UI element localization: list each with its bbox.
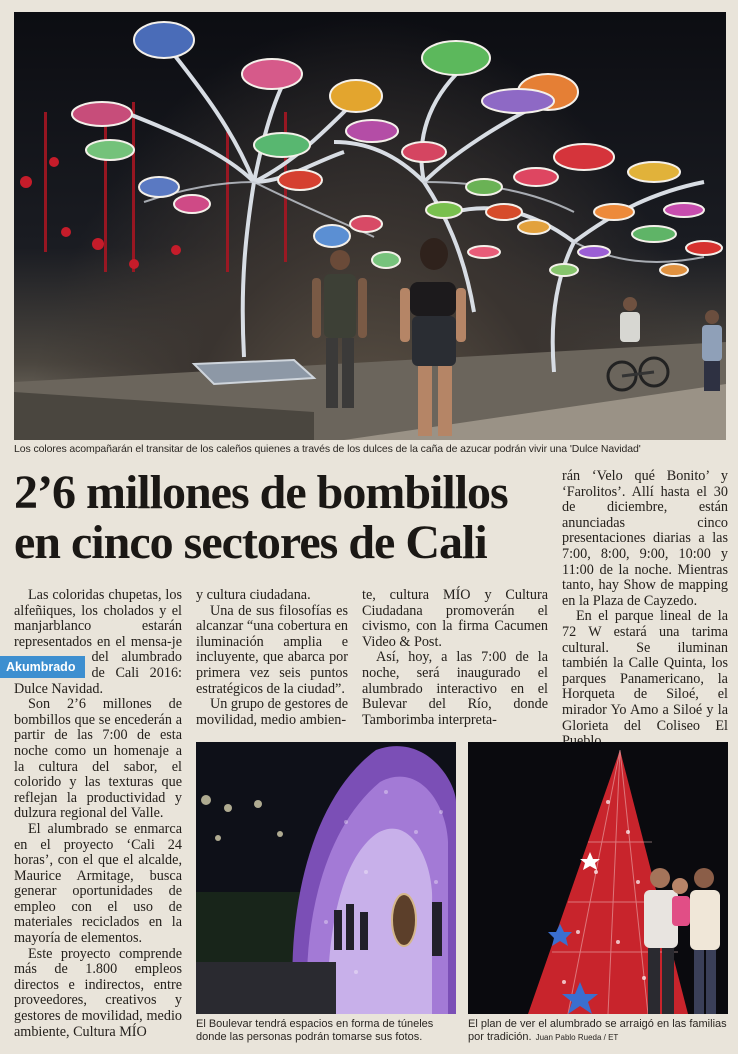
hero-photo-caption: Los colores acompañarán el transitar de los caleños quienes a través de los dulces de la caña de azucar podrán vivir una 'Dulce Navidad' (14, 443, 641, 455)
paragraph: Una de sus filosofías es alcanzar “una cobertura en iluminación amplia e incluyente, que abarca por primera vez seis puntos estratégicos de la ciudad”. (196, 602, 348, 697)
paragraph: te, cultura MÍO y Cultura Ciudadana promoverán el civismo, con la firma Cacumen Video & Post. (362, 587, 548, 650)
photo-credit: Juan Pablo Rueda / ET (535, 1033, 619, 1042)
article-column-2 (196, 588, 348, 728)
christmas-tree-photo (468, 742, 728, 1014)
christmas-tree-photo-caption: El plan de ver el alumbrado se arraigó en las familias por tradición. Juan Pablo Rueda / ET (468, 1018, 727, 1043)
paragraph: Las coloridas chupetas, los alfeñiques, los cholados y el manjarblanco estarán representados en el mensa- Akumbrado je del alumbrado de Cali 2016: Dulce Navidad. (14, 588, 182, 697)
article-column-3 (362, 588, 548, 728)
tunnel-photo-caption: El Boulevar tendrá espacios en forma de túneles donde las personas podrán tomarse sus fotos. (196, 1018, 434, 1043)
paragraph: Son 2’6 millones de bombillos que se encederán a partir de las 7:00 de esta noche como un homenaje a la cultura del sabor, el colorido y las texturas que reflejan la productividad y dulzura regional del Valle. (14, 696, 182, 822)
paragraph: y cultura ciudadana. (196, 587, 311, 603)
paragraph: Este proyecto comprende más de 1.800 empleos directos e indirectos, entre proveedores, creativos y gestores de movilidad, medio ambiente, Cultura MÍO (14, 945, 182, 1040)
paragraph: El alumbrado se enmarca en el proyecto ‘Cali 24 horas’, con el que el alcalde, Maurice Armitage, busca generar oportunidades de empleo con el uso de materiales reciclados en la mayoría de elementos. (14, 820, 182, 947)
paragraph: rán ‘Velo qué Bonito’ y ‘Farolitos’. Allí hasta el 30 de diciembre, están anunciadas cinco presentaciones diarias a las 7:00, 8:00, 9:00, 10:00 y 11:00 de la noche. Mientras tanto, hay Show de mapping en la Plaza de Cayzedo. (562, 468, 728, 609)
paragraph: En el parque lineal de la 72 W estará una tarima cultural. Se iluminan también la Calle Quinta, los parques Panamericano, la Horqueta de Siloé, el mirador Yo Amo a Siloé y la Glorieta del Coliseo El (562, 608, 728, 734)
article-column-4 (562, 469, 728, 750)
tunnel-photo (196, 742, 456, 1014)
hero-photo (14, 12, 726, 440)
section-tag: Akumbrado (0, 656, 85, 678)
article-column-1 (6, 587, 182, 1040)
paragraph: Así, hoy, a las 7:00 de la noche, será inaugurado el alumbrado interactivo en el Bulevar del Río, donde Tamborimba interpreta- (362, 649, 548, 728)
paragraph: Un grupo de gestores de movilidad, medio ambien- (196, 696, 348, 728)
headline: 2’6 millones de bombillos en cinco sectores de Cali (14, 466, 508, 569)
